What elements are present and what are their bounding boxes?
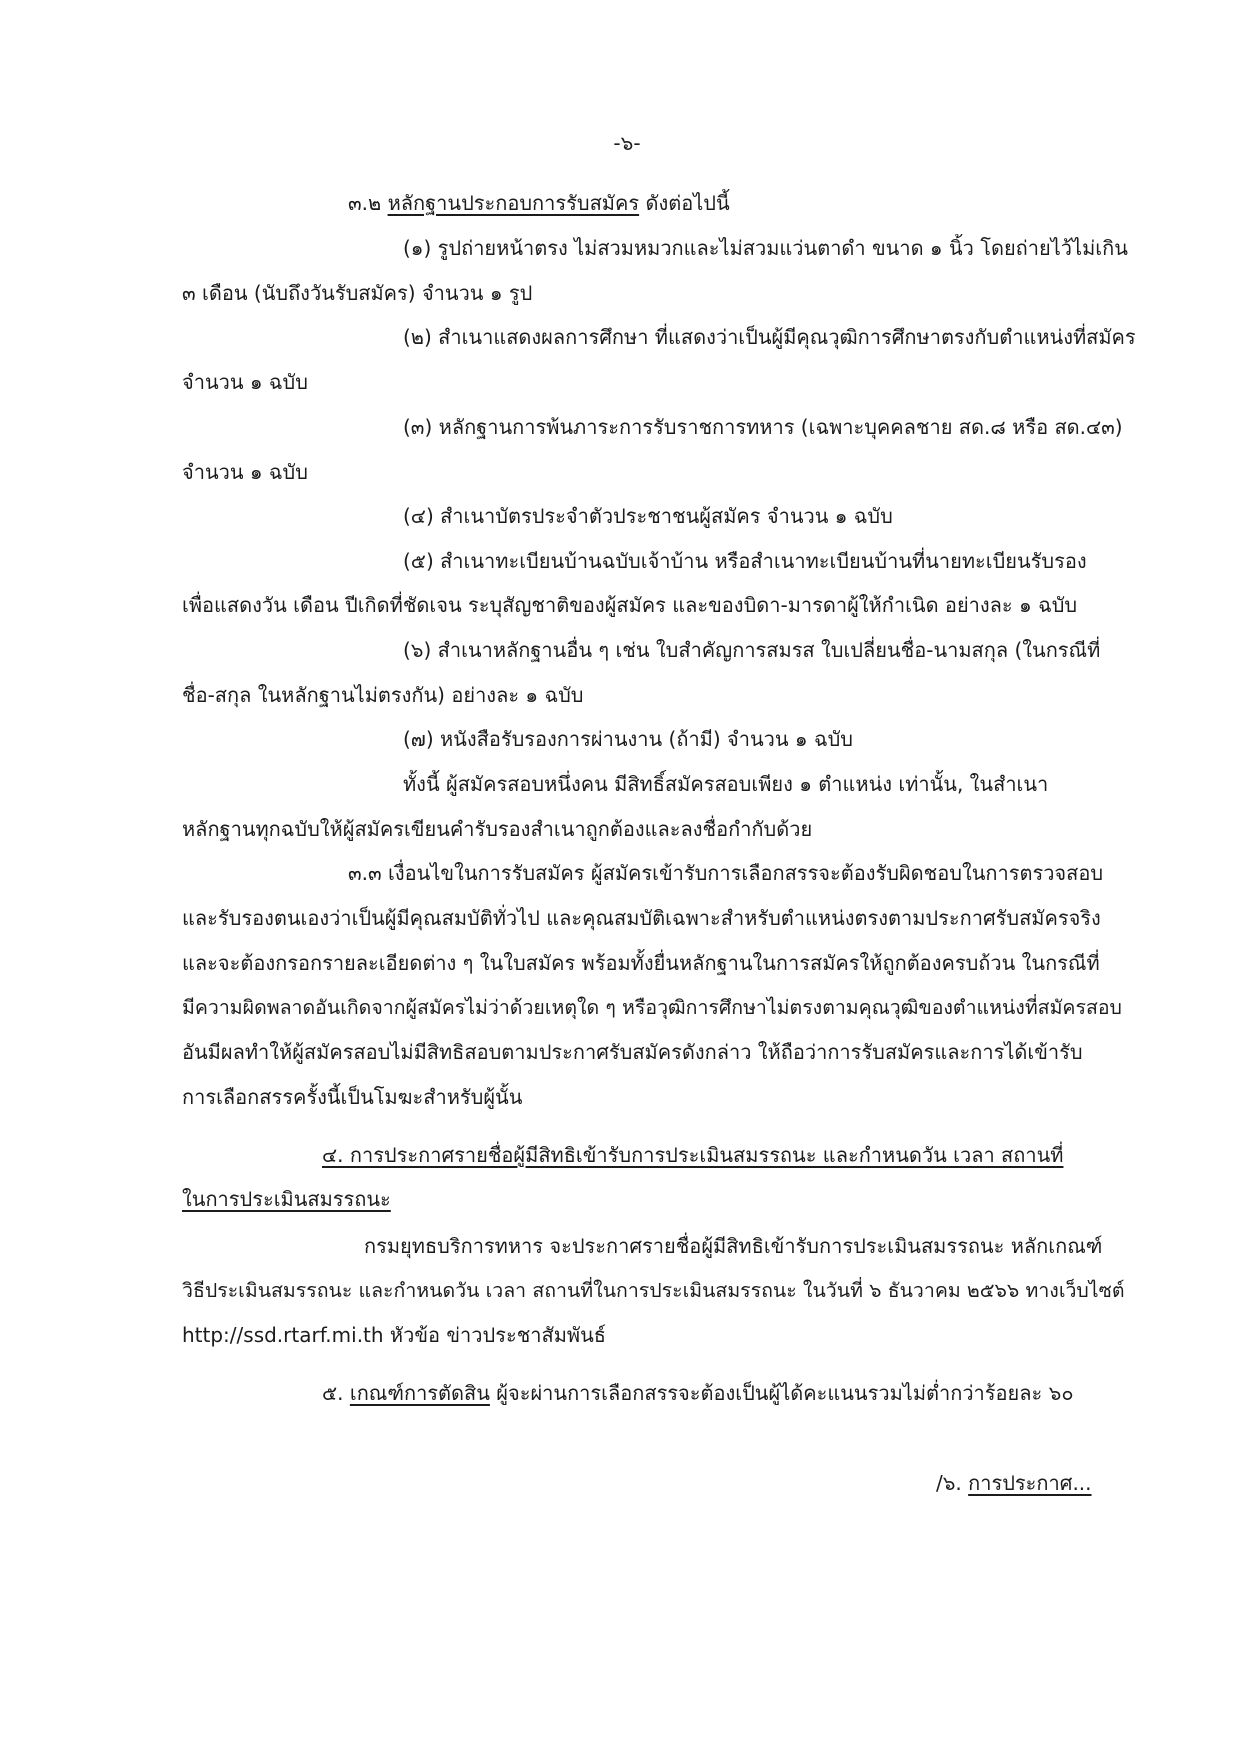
item-2-line-1: (๒) สำเนาแสดงผลการศึกษา ที่แสดงว่าเป็นผู้มีคุณวุฒิการศึกษาตรงกับตำแหน่งที่สมัคร	[403, 325, 1136, 349]
section-4-body-line-3: http://ssd.rtarf.mi.th หัวข้อ ข่าวประชาสัมพันธ์	[182, 1323, 606, 1347]
continuation-prefix: /๖.	[936, 1471, 962, 1495]
section-4-heading-line-2: ในการประเมินสมรรถนะ	[182, 1187, 391, 1211]
section-3-3-line-1: ๓.๓ เงื่อนไขในการรับสมัคร ผู้สมัครเข้ารับการเลือกสรรจะต้องรับผิดชอบในการตรวจสอบ	[348, 861, 1104, 885]
note-line-2: หลักฐานทุกฉบับให้ผู้สมัครเขียนคำรับรองสำเนาถูกต้องและลงชื่อกำกับด้วย	[182, 817, 813, 841]
section-3-3-line-5: อันมีผลทำให้ผู้สมัครสอบไม่มีสิทธิสอบตามประกาศรับสมัครดังกล่าว ให้ถือว่าการรับสมัครและการได้เข้ารับ	[182, 1040, 1083, 1064]
section-3-3-line-2: และรับรองตนเองว่าเป็นผู้มีคุณสมบัติทั่วไป และคุณสมบัติเฉพาะสำหรับตำแหน่งตรงตามประกาศรับสมัครจริง	[182, 906, 1101, 930]
section-3-3-line-3: และจะต้องกรอกรายละเอียดต่าง ๆ ในใบสมัคร พร้อมทั้งยื่นหลักฐานในการสมัครให้ถูกต้องครบถ้วน ในกรณีที่	[182, 951, 1100, 975]
item-6-line-2: ชื่อ-สกุล ในหลักฐานไม่ตรงกัน) อย่างละ ๑ ฉบับ	[182, 683, 584, 707]
section-4-heading-line-1: ๔. การประกาศรายชื่อผู้มีสิทธิเข้ารับการประเมินสมรรถนะ และกำหนดวัน เวลา สถานที่	[322, 1143, 1064, 1167]
item-3-line-1: (๓) หลักฐานการพ้นภาระการรับราชการทหาร (เฉพาะบุคคลชาย สด.๘ หรือ สด.๔๓)	[403, 415, 1123, 439]
section-3-3-line-6: การเลือกสรรครั้งนี้เป็นโมฆะสำหรับผู้นั้น	[182, 1085, 523, 1109]
section-3-2-number: ๓.๒	[348, 191, 382, 215]
item-1-line-1	[403, 233, 1133, 263]
continuation-link: การประกาศ...	[968, 1471, 1092, 1495]
section-4-body-line-2: วิธีประเมินสมรรถนะ และกำหนดวัน เวลา สถานที่ในการประเมินสมรรถนะ ในวันที่ ๖ ธันวาคม ๒๕๖๖ ทางเว็บไซต์	[182, 1279, 1125, 1302]
section-3-3-line-4: มีความผิดพลาดอันเกิดจากผู้สมัครไม่ว่าด้วยเหตุใด ๆ หรือวุฒิการศึกษาไม่ตรงตามคุณวุฒิของตำแหน่งที่สมัครสอบ	[182, 996, 1122, 1019]
item-1-text-1: (๑) รูปถ่ายหน้าตรง ไม่สวมหมวกและไม่สวมแว่นตาดำ ขนาด ๑ นิ้ว โดยถ่ายไว้ไม่เกิน	[403, 236, 1128, 260]
section-5-line	[322, 1378, 1074, 1408]
item-6-line-1: (๖) สำเนาหลักฐานอื่น ๆ เช่น ใบสำคัญการสมรส ใบเปลี่ยนชื่อ-นามสกุล (ในกรณีที่	[403, 638, 1101, 662]
item-2-line-2: จำนวน ๑ ฉบับ	[182, 370, 308, 394]
item-4-line-1: (๔) สำเนาบัตรประจำตัวประชาชนผู้สมัคร จำนวน ๑ ฉบับ	[403, 504, 893, 528]
item-3-line-2: จำนวน ๑ ฉบับ	[182, 460, 308, 484]
page-number: -๖-	[613, 131, 641, 155]
item-7-line-1: (๗) หนังสือรับรองการผ่านงาน (ถ้ามี) จำนวน ๑ ฉบับ	[403, 727, 853, 751]
section-3-2-heading	[348, 188, 730, 218]
section-5-number: ๕.	[322, 1381, 344, 1405]
section-5-text: ผู้จะผ่านการเลือกสรรจะต้องเป็นผู้ได้คะแนนรวมไม่ต่ำกว่าร้อยละ ๖๐	[496, 1381, 1074, 1405]
section-4-body-line-1: กรมยุทธบริการทหาร จะประกาศรายชื่อผู้มีสิทธิเข้ารับการประเมินสมรรถนะ หลักเกณฑ์	[364, 1234, 1103, 1258]
continuation-note	[936, 1468, 1092, 1498]
section-3-2-title: หลักฐานประกอบการรับสมัคร	[387, 191, 640, 215]
item-5-line-1: (๕) สำเนาทะเบียนบ้านฉบับเจ้าบ้าน หรือสำเนาทะเบียนบ้านที่นายทะเบียนรับรอง	[403, 549, 1087, 573]
item-1-line-2: ๓ เดือน (นับถึงวันรับสมัคร) จำนวน ๑ รูป	[182, 281, 533, 305]
note-line-1: ทั้งนี้ ผู้สมัครสอบหนึ่งคน มีสิทธิ์สมัครสอบเพียง ๑ ตำแหน่ง เท่านั้น, ในสำเนา	[403, 772, 1049, 796]
item-5-line-2: เพื่อแสดงวัน เดือน ปีเกิดที่ชัดเจน ระบุสัญชาติของผู้สมัคร และของบิดา-มารดาผู้ให้กำเนิด อย่างละ ๑ ฉบับ	[182, 593, 1078, 617]
section-3-2-tail: ดังต่อไปนี้	[645, 191, 730, 215]
section-5-title: เกณฑ์การตัดสิน	[349, 1381, 490, 1405]
